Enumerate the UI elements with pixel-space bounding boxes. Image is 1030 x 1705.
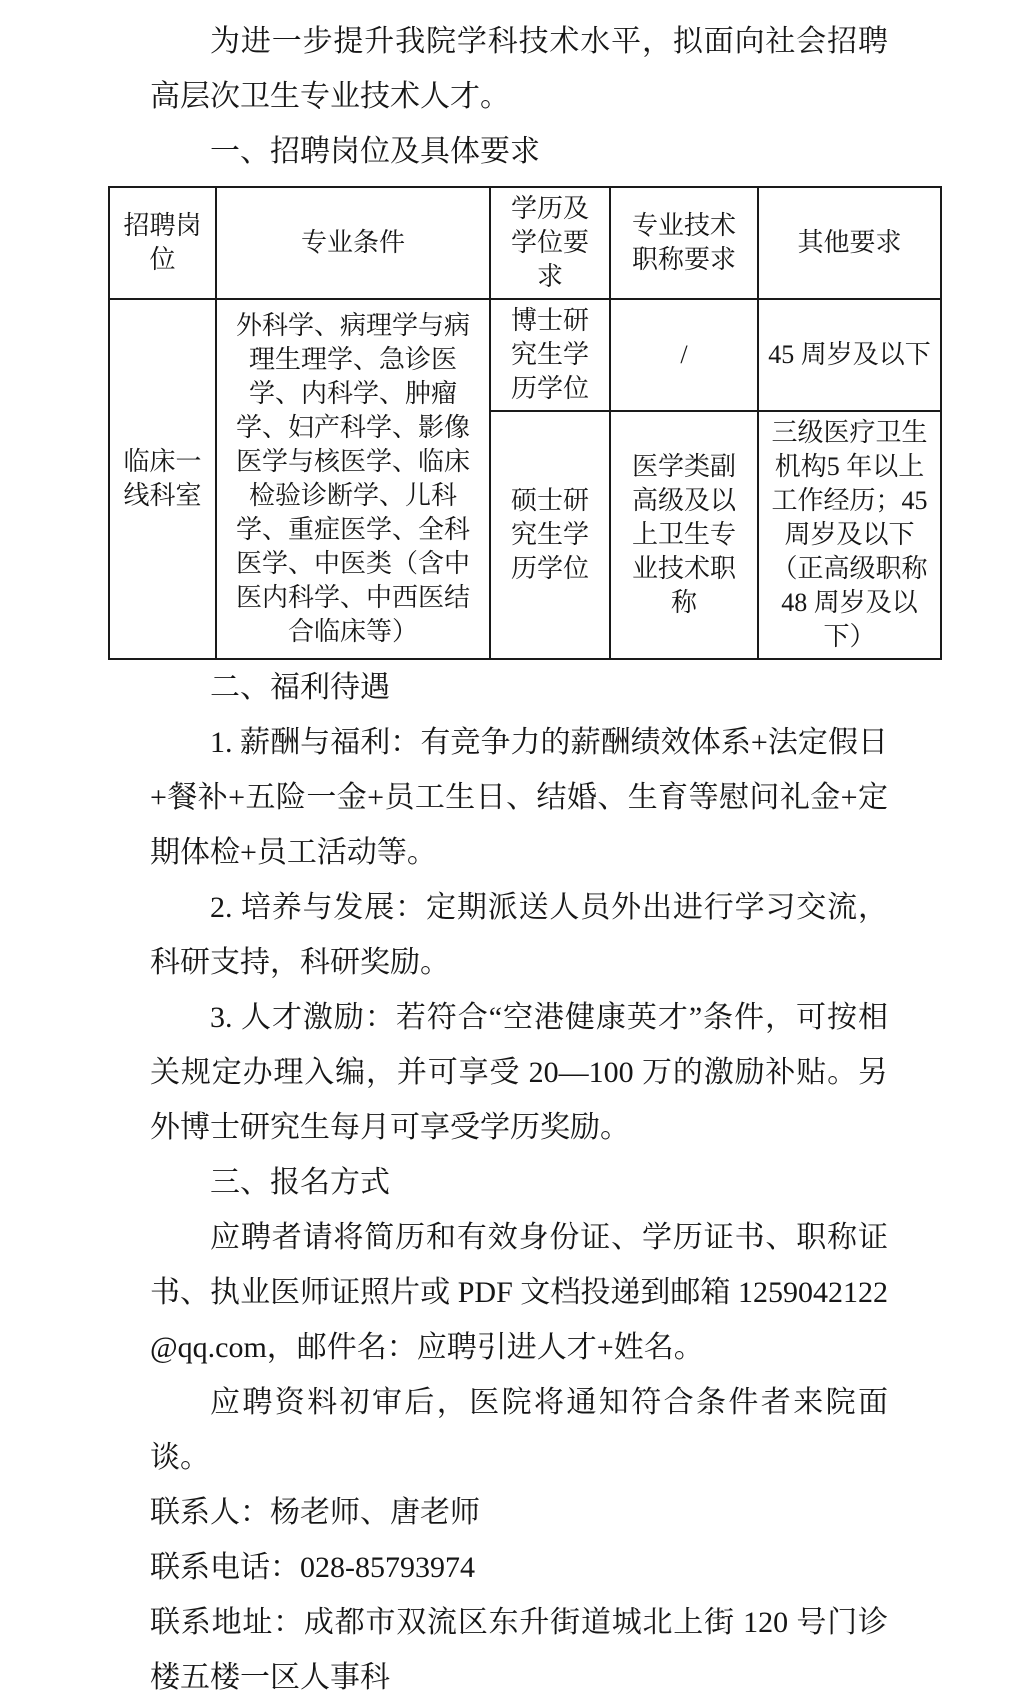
apply-paragraph-materials: 应聘者请将简历和有效身份证、学历证书、职称证书、执业医师证照片或 PDF 文档投递到邮箱 1259042122@qq.com，邮件名：应聘引进人才+姓名。 (150, 1221, 888, 1364)
welfare-paragraph-training: 2. 培养与发展：定期派送人员外出进行学习交流，科研支持，科研奖励。 (150, 891, 888, 979)
section-heading-recruit: 一、招聘岗位及具体要求 (210, 135, 540, 168)
cell-other-master: 三级医疗卫生机构5 年以上工作经历；45 周岁及以下（正高级职称 48 周岁及以下） (758, 411, 941, 659)
table-row (109, 299, 941, 411)
contact-phone-line: 联系电话：028-85793974 (150, 1551, 475, 1584)
col-header-major: 专业条件 (216, 187, 490, 299)
cell-degree-doctor: 博士研究生学历学位 (490, 299, 610, 411)
cell-position: 临床一线科室 (109, 299, 216, 659)
cell-title-master: 医学类副高级及以上卫生专业技术职称 (610, 411, 758, 659)
cell-degree-master: 硕士研究生学历学位 (490, 411, 610, 659)
recruitment-table (108, 186, 942, 660)
apply-paragraph-review: 应聘资料初审后，医院将通知符合条件者来院面谈。 (150, 1386, 888, 1474)
section-heading-welfare: 二、福利待遇 (210, 671, 390, 704)
section-heading-apply: 三、报名方式 (210, 1166, 390, 1199)
col-header-title: 专业技术职称要求 (610, 187, 758, 299)
contact-person-line: 联系人：杨老师、唐老师 (150, 1496, 480, 1529)
cell-title-doctor: / (610, 299, 758, 411)
cell-majors: 外科学、病理学与病理生理学、急诊医学、内科学、肿瘤学、妇产科学、影像医学与核医学、临床检验诊断学、儿科学、重症医学、全科医学、中医类（含中医内科学、中西医结合临床等） (216, 299, 490, 659)
col-header-other: 其他要求 (758, 187, 941, 299)
cell-other-doctor: 45 周岁及以下 (758, 299, 941, 411)
welfare-paragraph-salary: 1. 薪酬与福利：有竞争力的薪酬绩效体系+法定假日+餐补+五险一金+员工生日、结婚、生育等慰问礼金+定期体检+员工活动等。 (150, 726, 888, 869)
table-header-row (109, 187, 941, 299)
col-header-degree: 学历及学位要求 (490, 187, 610, 299)
intro-paragraph: 为进一步提升我院学科技术水平，拟面向社会招聘高层次卫生专业技术人才。 (150, 25, 888, 113)
contact-address-line: 联系地址：成都市双流区东升街道城北上街 120 号门诊楼五楼一区人事科 (150, 1606, 888, 1694)
col-header-position: 招聘岗位 (109, 187, 216, 299)
welfare-paragraph-incentive: 3. 人才激励：若符合“空港健康英才”条件，可按相关规定办理入编，并可享受 20—100 万的激励补贴。另外博士研究生每月可享受学历奖励。 (150, 1001, 888, 1144)
